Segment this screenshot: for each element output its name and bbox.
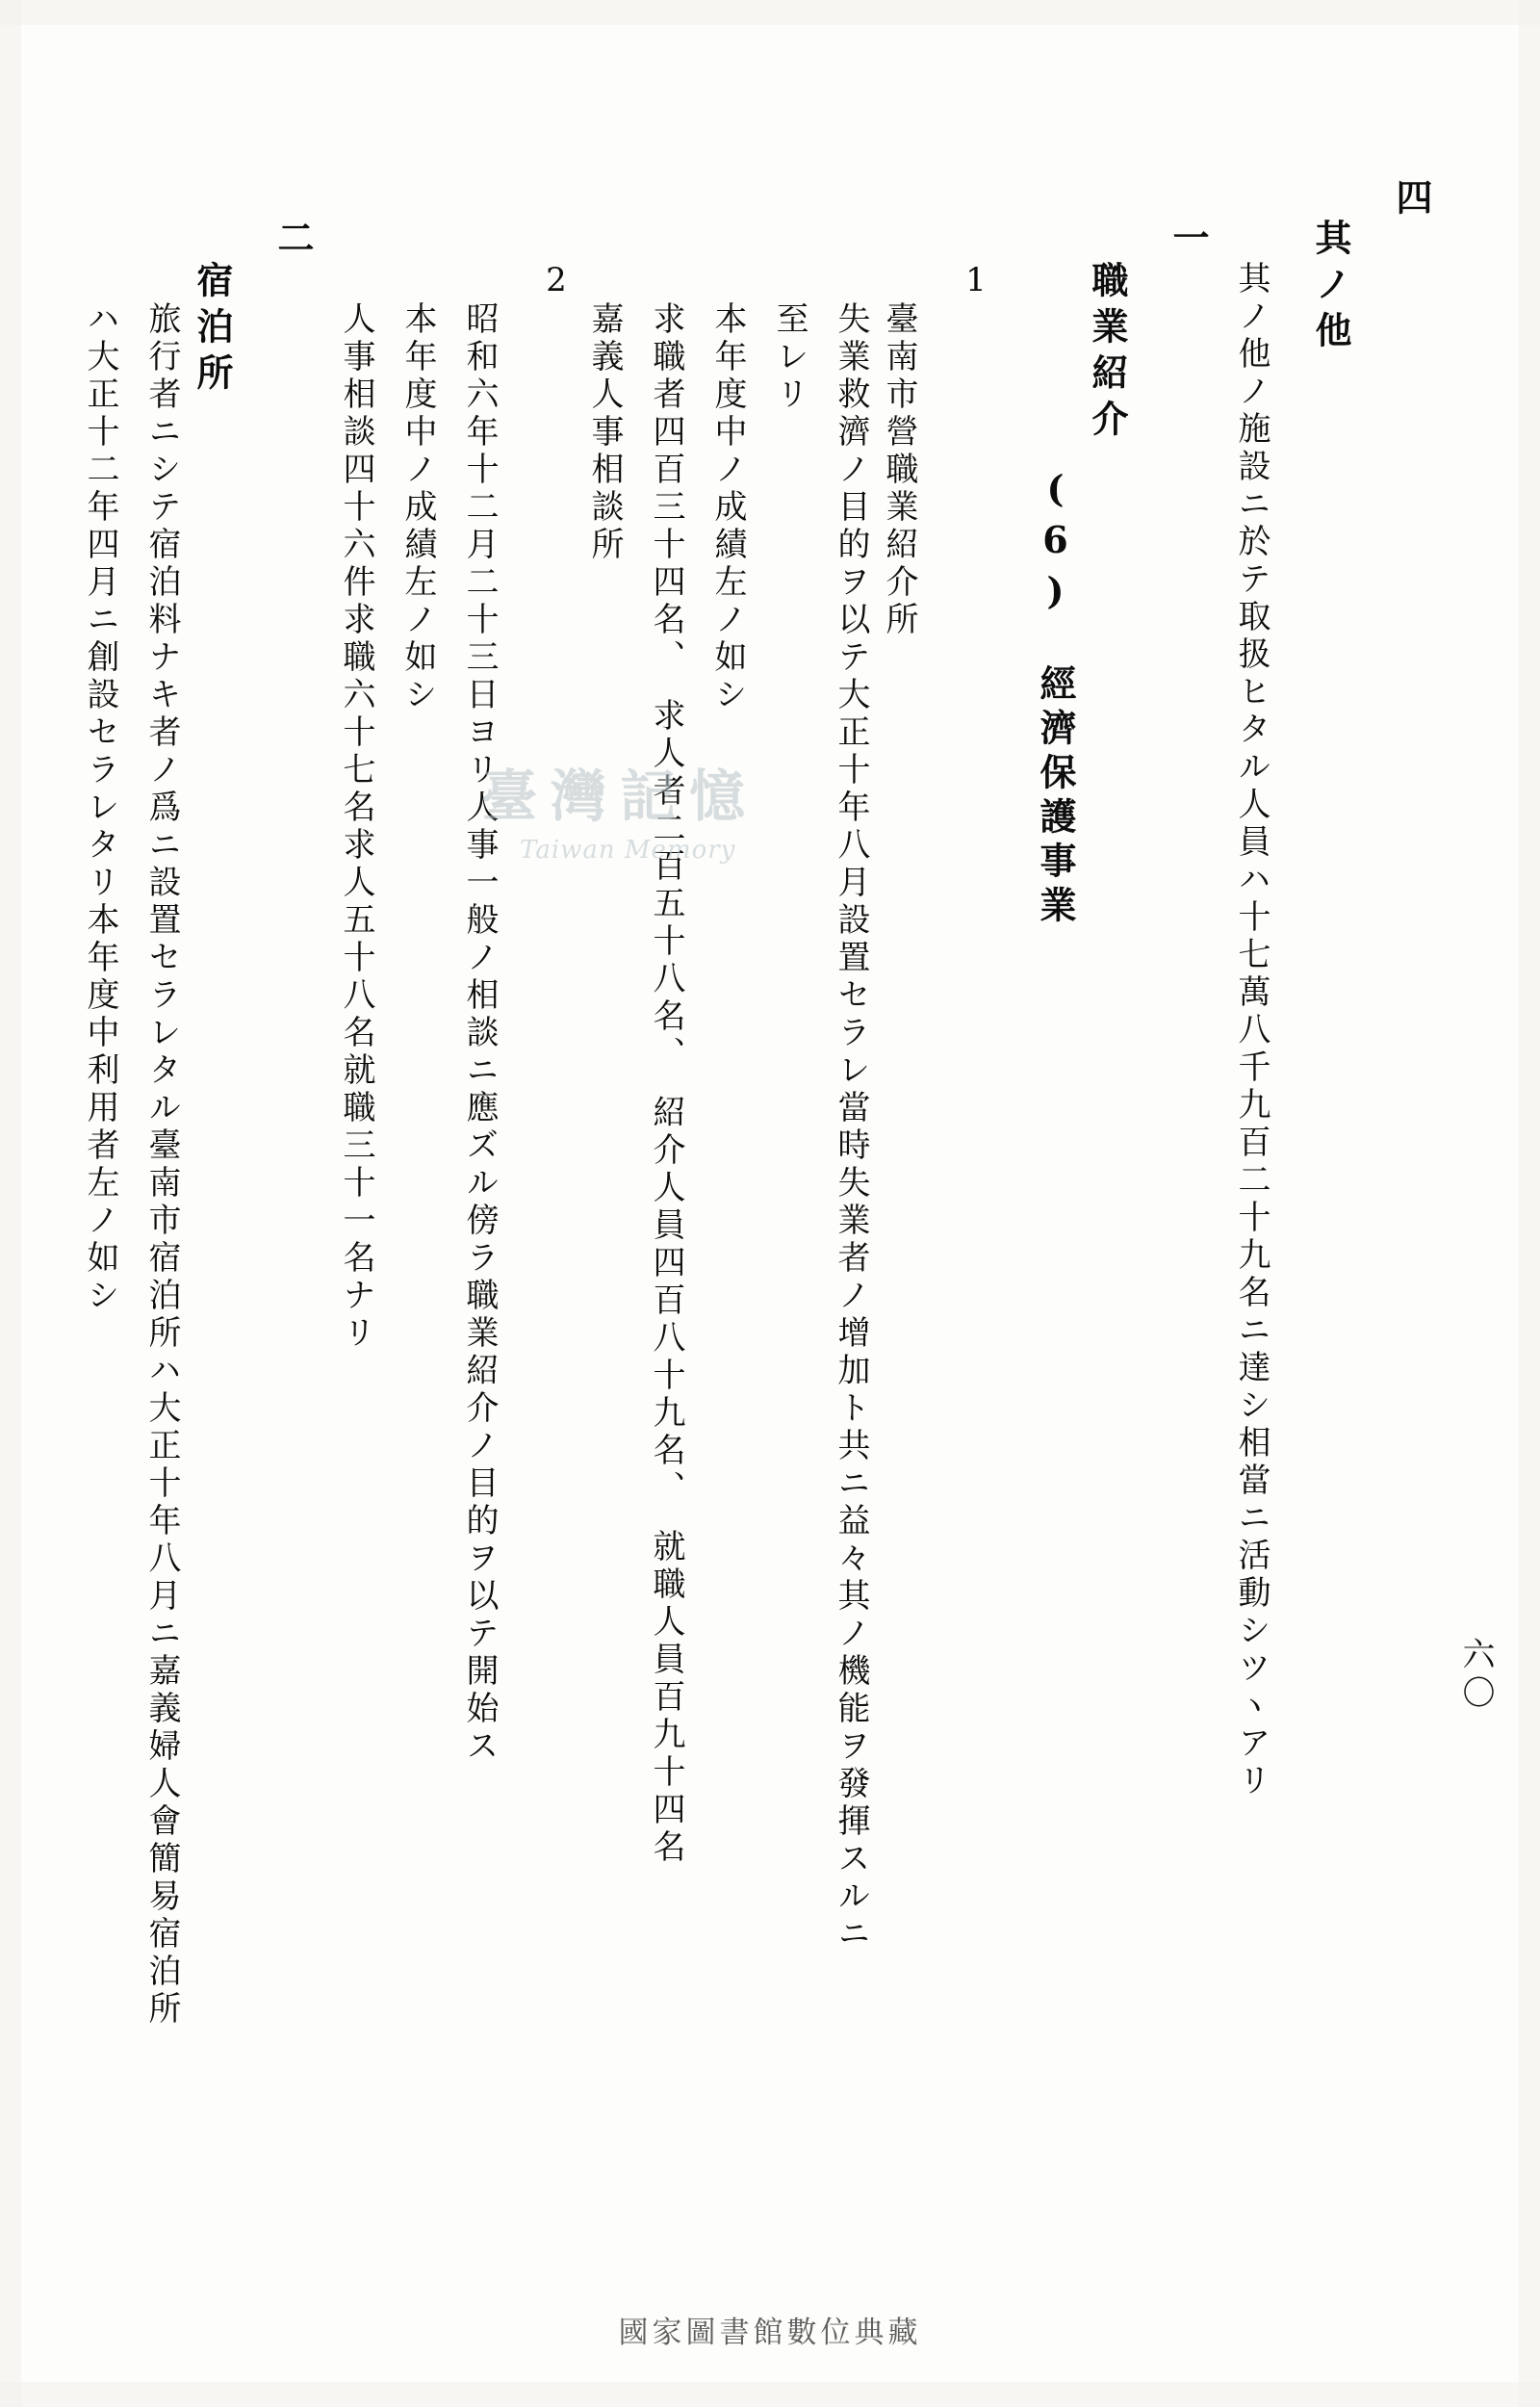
page-edge-right [1519,0,1540,2407]
text-column: 一 [1167,219,1210,265]
text-column: 本年度中ノ成績左ノ如シ [398,301,437,714]
text-column: 職業紹介 [1086,261,1129,446]
text-column: 2 [537,261,576,304]
document-text-body [77,178,1433,2166]
text-column: 宿泊所 [191,261,234,400]
page-edge-bottom [0,2382,1540,2407]
text-column: ハ大正十二年四月ニ創設セラレタリ本年度中利用者左ノ如シ [81,301,119,1315]
text-column: 昭和六年十二月二十三日ヨリ人事一般ノ相談ニ應ズル傍ラ職業紹介ノ目的ヲ以テ開始ス [460,301,499,1766]
text-column: 人事相談四十六件求職六十七名求人五十八名就職三十一名ナリ [337,301,375,1353]
text-column: 二 [271,219,315,265]
text-column: 旅行者ニシテ宿泊料ナキ者ノ爲ニ設置セラレタル臺南市宿泊所ハ大正十年八月ニ嘉義婦人會簡易宿泊所 [142,301,181,2029]
text-column: 失業救濟ノ目的ヲ以テ大正十年八月設置セラレ當時失業者ノ增加ト共ニ益々其ノ機能ヲ發揮スルニ [832,301,870,1954]
page-edge-left [0,0,21,2407]
text-column: 1 [957,261,995,304]
text-column: 至レリ [770,301,808,414]
text-column: 臺南市營職業紹介所 [880,301,918,639]
text-column: 其ノ他ノ施設ニ於テ取扱ヒタル人員ハ十七萬八千九百二十九名ニ達シ相當ニ活動シツヽアリ [1232,261,1270,1800]
watermark-cjk-text: 臺灣記憶 [481,764,759,829]
text-column: 其ノ他 [1309,219,1352,357]
page-number: 六〇 [1456,1637,1495,1714]
text-column: 求職者四百三十四名、 求人者二百五十八名、 紹介人員四百八十九名、 就職人員百九十四名 [647,301,685,1867]
watermark-english-text: Taiwan Memory [520,836,736,865]
page-edge-top [0,0,1540,25]
text-column: (6) 經濟保護事業 [1034,467,1077,930]
text-column: 嘉義人事相談所 [585,301,624,564]
text-column: 四 [1390,178,1433,224]
text-column: 本年度中ノ成績左ノ如シ [708,301,747,714]
library-footer-stamp: 國家圖書館數位典藏 [618,2316,922,2350]
